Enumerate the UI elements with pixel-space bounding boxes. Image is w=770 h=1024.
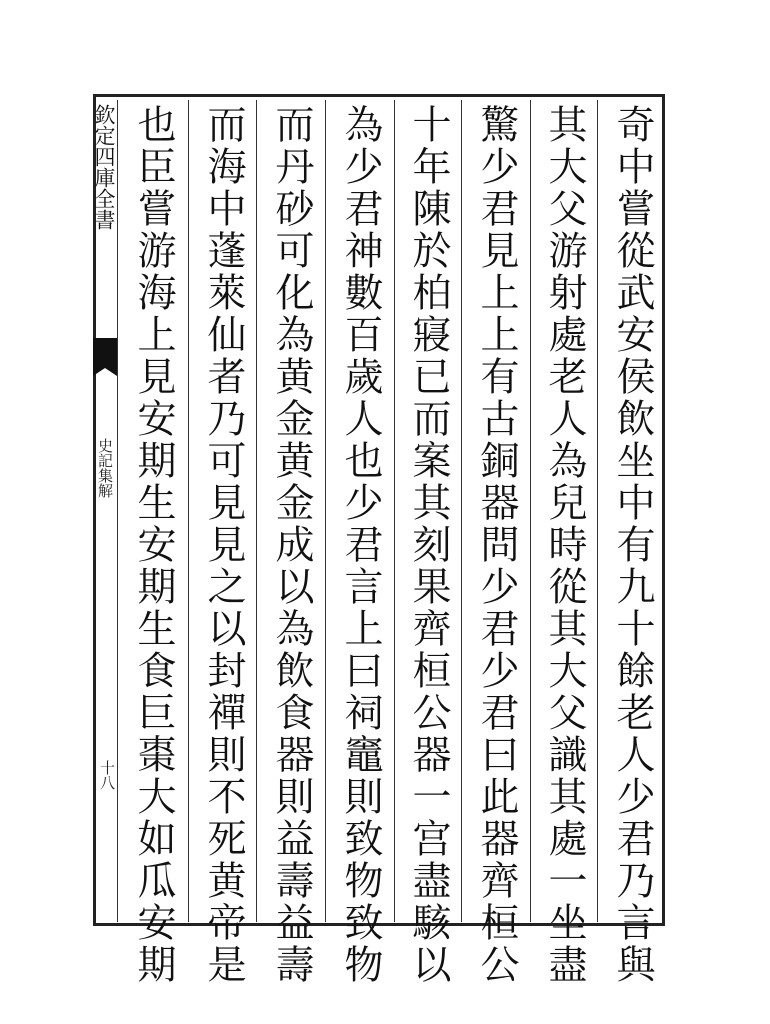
text-column-2: 其大父游射處老人為兒時從其大父識其處一坐盡 — [542, 104, 587, 986]
column-rule — [530, 100, 531, 922]
text-column-8: 也臣嘗游海上見安期生安期生食巨棗大如瓜安期 — [131, 104, 176, 986]
column-rule — [461, 100, 462, 922]
text-column-7: 而海中蓬萊仙者乃可見見之以封禪則不死黄帝是 — [201, 104, 246, 986]
column-rule — [325, 100, 326, 922]
text-column-5: 為少君神數百歲人也少君言上曰祠竈則致物致物 — [338, 104, 383, 986]
text-column-4: 十年陳於柏寢已而案其刻果齊桓公器一宫盡駭以 — [406, 104, 451, 986]
book-title: 史記集解 — [96, 438, 114, 498]
column-rule — [256, 100, 257, 922]
column-rule — [394, 100, 395, 922]
text-column-1: 奇中嘗從武安侯飲坐中有九十餘老人少君乃言與 — [610, 104, 655, 986]
fishtail-mark — [93, 338, 117, 368]
text-column-3: 驚少君見上上有古銅器問少君少君曰此器齊桓公 — [474, 104, 519, 986]
column-rule — [597, 100, 598, 922]
page-number: 十八 — [98, 760, 116, 790]
text-column-6: 而丹砂可化為黄金黄金成以為飲食器則益壽益壽 — [269, 104, 314, 986]
column-rule — [188, 100, 189, 922]
column-rule — [117, 100, 118, 922]
collection-title: 欽定四庫全書 — [92, 104, 116, 230]
